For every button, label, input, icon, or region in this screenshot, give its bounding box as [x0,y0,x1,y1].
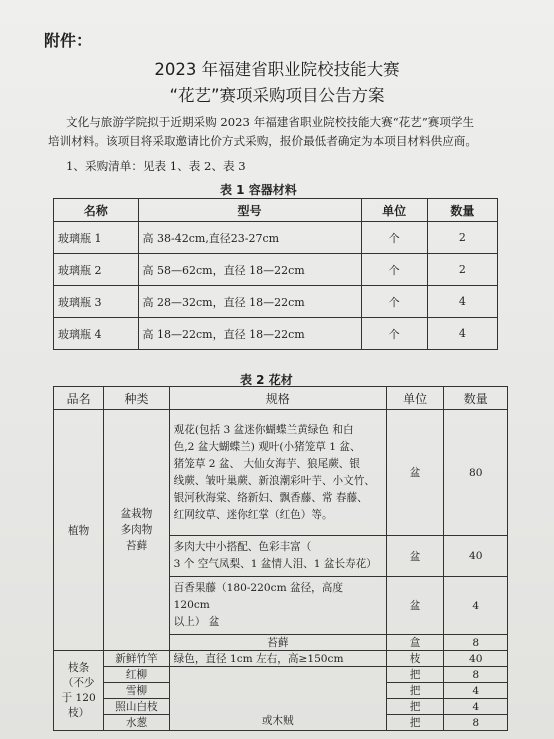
plants-type [104,410,169,651]
row-unit: 把 [386,699,444,715]
table-row [54,667,508,683]
column-header-type: 种类 [104,387,169,410]
column-header-spec: 规格 [169,387,386,410]
row-spec [169,410,386,536]
row-unit: 个 [361,286,427,318]
plants-category: 植物 [54,410,104,651]
row-name: 玻璃瓶 3 [54,286,139,318]
row-unit: 把 [386,715,444,731]
spec-line: 线蕨、皱叶巢蕨、新浪潮彩叶芋、小文竹、 [173,474,375,487]
attachment-label: 附件： [44,31,93,50]
table-row [54,318,498,350]
row-qty: 80 [444,410,508,536]
table-row [54,222,498,254]
row-qty: 4 [427,286,497,318]
plants-type-line: 苔藓 [125,540,148,552]
row-spec: 绿色，直径 1cm 左右，高≥150cm [169,651,386,667]
row-unit: 把 [386,683,444,699]
row-type: 雪柳 [104,683,169,699]
spec-line: 以上） 盆 [173,616,220,628]
column-header-name: 名称 [54,199,139,222]
spec-line: 3 个 空气凤梨、1 盆情人泪、1 盆长寿花） [173,558,377,570]
table-header-row [54,199,498,222]
column-header-qty: 数量 [427,199,497,222]
row-qty: 4 [427,318,497,350]
row-unit: 枝 [386,651,444,667]
document-subtitle: “花艺”赛项采购项目公告方案 [169,86,385,105]
row-spec [169,577,386,635]
plants-type-line: 多肉物 [120,524,153,536]
spec-line: 观花(包括 3 盆迷你蝴蝶兰黄绿色 和白 [173,423,354,436]
row-model: 高 58—62cm，直径 18—22cm [138,254,361,286]
row-name: 玻璃瓶 1 [54,222,139,254]
intro-line-2: 培训材料。该项目将采取邀请比价方式采购，报价最低者确定为本项目材料供应商。 [48,134,477,148]
row-unit: 盆 [386,577,444,635]
row-type: 照山白枝 [104,699,169,715]
spec-line: 多肉大中小搭配、色彩丰富（ [173,541,312,553]
row-spec [169,536,386,577]
row-unit: 盆 [386,410,444,536]
row-qty: 2 [427,254,497,286]
row-qty: 4 [444,699,508,715]
row-unit: 个 [361,254,427,286]
spec-line: 色,2 盆大蝴蝶兰) 观叶(小猪笼草 1 盆、 [173,440,361,453]
spec-line: 百香果藤（180-220cm 盆径，高度 120cm [173,582,343,611]
row-unit: 个 [361,222,427,254]
row-name: 玻璃瓶 4 [54,318,139,350]
row-qty: 4 [444,577,508,635]
flower-materials-table [53,386,508,731]
branches-line: （不少 [62,676,95,689]
column-header-unit: 单位 [361,199,427,222]
table-row [54,410,508,536]
row-spec: 或木贼 [169,667,386,731]
row-model: 高 18—22cm，直径 18—22cm [138,318,361,350]
plants-type-line: 盆栽物 [120,508,153,520]
row-qty: 8 [444,667,508,683]
branches-line: 枝条 [68,661,90,674]
row-model: 高 28—32cm，直径 18—22cm [138,286,361,318]
column-header-model: 型号 [138,199,361,222]
branches-line: 于 120 [61,691,96,704]
row-type: 水葱 [104,715,169,731]
spec-line: 银河秋海棠、络新妇、飘香藤、常 春藤、 [173,491,368,504]
row-unit: 盆 [386,536,444,577]
row-qty: 8 [444,715,508,731]
column-header-qty: 数量 [444,387,508,410]
branches-line: 枝） [68,706,90,719]
row-unit: 把 [386,667,444,683]
spec-line: 红网纹草、迷你红掌（红色）等。 [173,508,333,521]
row-type: 红柳 [104,667,169,683]
table-row [54,651,508,667]
column-header-item: 品名 [54,387,104,410]
row-qty: 40 [444,651,508,667]
row-spec: 苔藓 [169,635,386,651]
row-unit: 盒 [386,635,444,651]
table1-caption: 表 1 容器材料 [220,183,297,197]
intro-line-1: 文化与旅游学院拟于近期采购 2023 年福建省职业院校技能大赛“花艺”赛项学生 [66,115,475,129]
table2-caption: 表 2 花材 [240,373,293,387]
row-qty: 4 [444,683,508,699]
row-model: 高 38-42cm,直径23-27cm [138,222,361,254]
row-qty: 2 [427,222,497,254]
table-row [54,254,498,286]
container-materials-table [53,198,498,350]
column-header-unit: 单位 [386,387,444,410]
branches-category [54,651,104,731]
row-unit: 个 [361,318,427,350]
row-qty: 40 [444,536,508,577]
row-type: 新鲜竹竿 [104,651,169,667]
spec-line: 猪笼草 2 盆、 大仙女海芋、狼尾蕨、银 [173,457,360,470]
table-row [54,286,498,318]
document-title: 2023 年福建省职业院校技能大赛 [154,60,400,79]
row-qty: 8 [444,635,508,651]
row-name: 玻璃瓶 2 [54,254,139,286]
table-header-row [54,387,508,410]
procurement-list-line: 1、采购清单：见表 1、表 2、表 3 [66,159,246,173]
